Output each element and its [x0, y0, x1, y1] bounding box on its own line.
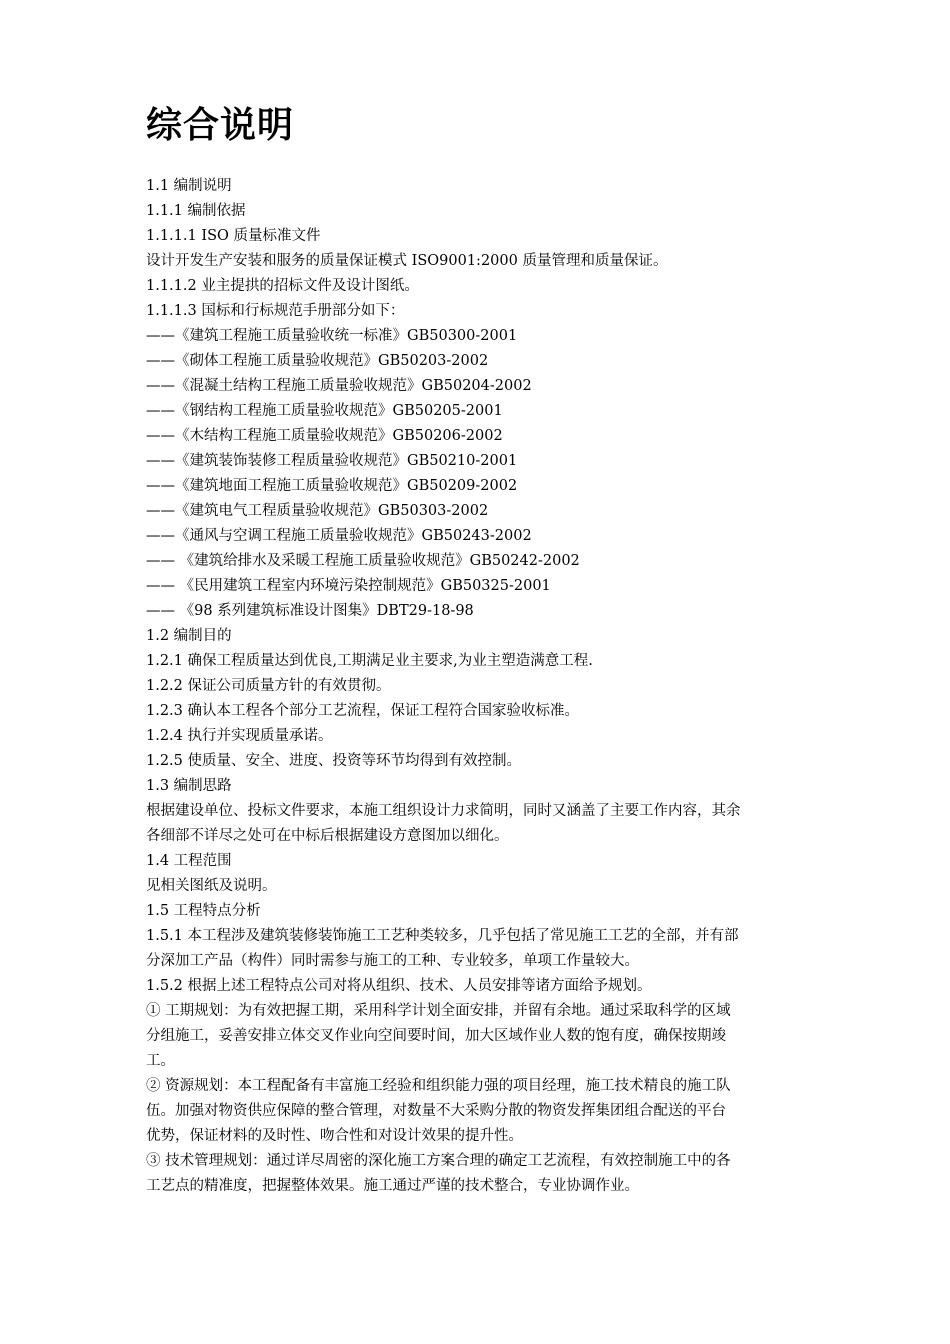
- standard-list-item: —— 《民用建筑工程室内环境污染控制规范》GB50325-2001: [146, 578, 551, 594]
- paragraph-line: ② 资源规划：本工程配备有丰富施工经验和组织能力强的项目经理，施工技术精良的施工队: [146, 1078, 731, 1094]
- heading-1-5: 1.5 工程特点分析: [146, 903, 261, 919]
- heading-1-1-1: 1.1.1 编制依据: [146, 203, 246, 219]
- body-text: 1.2.1 确保工程质量达到优良,工期满足业主要求,为业主塑造满意工程.: [146, 653, 593, 669]
- body-text: 设计开发生产安装和服务的质量保证模式 ISO9001:2000 质量管理和质量保证。: [146, 253, 668, 269]
- paragraph-schedule-plan: [146, 999, 810, 1074]
- standard-list-item: ——《钢结构工程施工质量验收规范》GB50205-2001: [146, 403, 503, 419]
- heading-1-2: 1.2 编制目的: [146, 628, 232, 644]
- standard-list-item: ——《木结构工程施工质量验收规范》GB50206-2002: [146, 428, 503, 444]
- heading-1-4: 1.4 工程范围: [146, 853, 232, 869]
- paragraph-line: 分组施工，妥善安排立体交叉作业向空间要时间，加大区域作业人数的饱有度，确保按期竣: [146, 1028, 726, 1044]
- heading-1-1: 1.1 编制说明: [146, 178, 232, 194]
- body-text: 1.5.2 根据上述工程特点公司对将从组织、技术、人员安排等诸方面给予规划。: [146, 978, 652, 994]
- standard-list-item: —— 《建筑给排水及采暖工程施工质量验收规范》GB50242-2002: [146, 553, 580, 569]
- standard-list-item: ——《砌体工程施工质量验收规范》GB50203-2002: [146, 353, 489, 369]
- document-title: 综合说明: [146, 105, 295, 146]
- document-body: [146, 174, 810, 1199]
- body-text: 1.2.4 执行并实现质量承诺。: [146, 728, 333, 744]
- paragraph-line: 1.5.1 本工程涉及建筑装修装饰施工工艺种类较多，几乎包括了常见施工工艺的全部，并有部: [146, 928, 739, 944]
- heading-1-1-1-2: 1.1.1.2 业主提拱的招标文件及设计图纸。: [146, 278, 419, 294]
- body-text: 1.2.3 确认本工程各个部分工艺流程，保证工程符合国家验收标准。: [146, 703, 580, 719]
- standard-list-item: ——《混凝土结构工程施工质量验收规范》GB50204-2002: [146, 378, 532, 394]
- paragraph-line: 优势，保证材料的及时性、吻合性和对设计效果的提升性。: [146, 1128, 523, 1144]
- body-text: 见相关图纸及说明。: [146, 878, 277, 894]
- body-text: 1.2.2 保证公司质量方针的有效贯彻。: [146, 678, 391, 694]
- paragraph-line: ③ 技术管理规划：通过详尽周密的深化施工方案合理的确定工艺流程，有效控制施工中的各: [146, 1153, 731, 1169]
- paragraph-resource-plan: [146, 1074, 810, 1149]
- standard-list-item: ——《通风与空调工程施工质量验收规范》GB50243-2002: [146, 528, 532, 544]
- paragraph-line: 伍。加强对物资供应保障的整合管理，对数量不大采购分散的物资发挥集团组合配送的平台: [146, 1103, 726, 1119]
- paragraph-line: 工。: [146, 1053, 175, 1069]
- standard-list-item: —— 《98 系列建筑标准设计图集》DBT29-18-98: [146, 603, 474, 619]
- heading-1-1-1-1: 1.1.1.1 ISO 质量标准文件: [146, 228, 321, 244]
- paragraph-line: 根据建设单位、投标文件要求，本施工组织设计力求简明，同时又涵盖了主要工作内容，其余: [146, 803, 741, 819]
- standard-list-item: ——《建筑电气工程质量验收规范》GB50303-2002: [146, 503, 489, 519]
- paragraph-1-3: [146, 799, 810, 849]
- body-text: 1.2.5 使质量、安全、进度、投资等环节均得到有效控制。: [146, 753, 522, 769]
- paragraph-line: ① 工期规划：为有效把握工期，采用科学计划全面安排，并留有余地。通过采取科学的区域: [146, 1003, 731, 1019]
- standard-list-item: ——《建筑工程施工质量验收统一标准》GB50300-2001: [146, 328, 518, 344]
- paragraph-1-5-1: [146, 924, 810, 974]
- paragraph-line: 工艺点的精准度，把握整体效果。施工通过严谨的技术整合，专业协调作业。: [146, 1178, 639, 1194]
- paragraph-line: 分深加工产品（构件）同时需参与施工的工种、专业较多，单项工作量较大。: [146, 953, 639, 969]
- document-page: [146, 100, 810, 1199]
- heading-1-1-1-3: 1.1.1.3 国标和行标规范手册部分如下：: [146, 303, 405, 319]
- standard-list-item: ——《建筑地面工程施工质量验收规范》GB50209-2002: [146, 478, 518, 494]
- heading-1-3: 1.3 编制思路: [146, 778, 232, 794]
- standard-list-item: ——《建筑装饰装修工程质量验收规范》GB50210-2001: [146, 453, 518, 469]
- paragraph-technical-plan: [146, 1149, 810, 1199]
- paragraph-line: 各细部不详尽之处可在中标后根据建设方意图加以细化。: [146, 828, 509, 844]
